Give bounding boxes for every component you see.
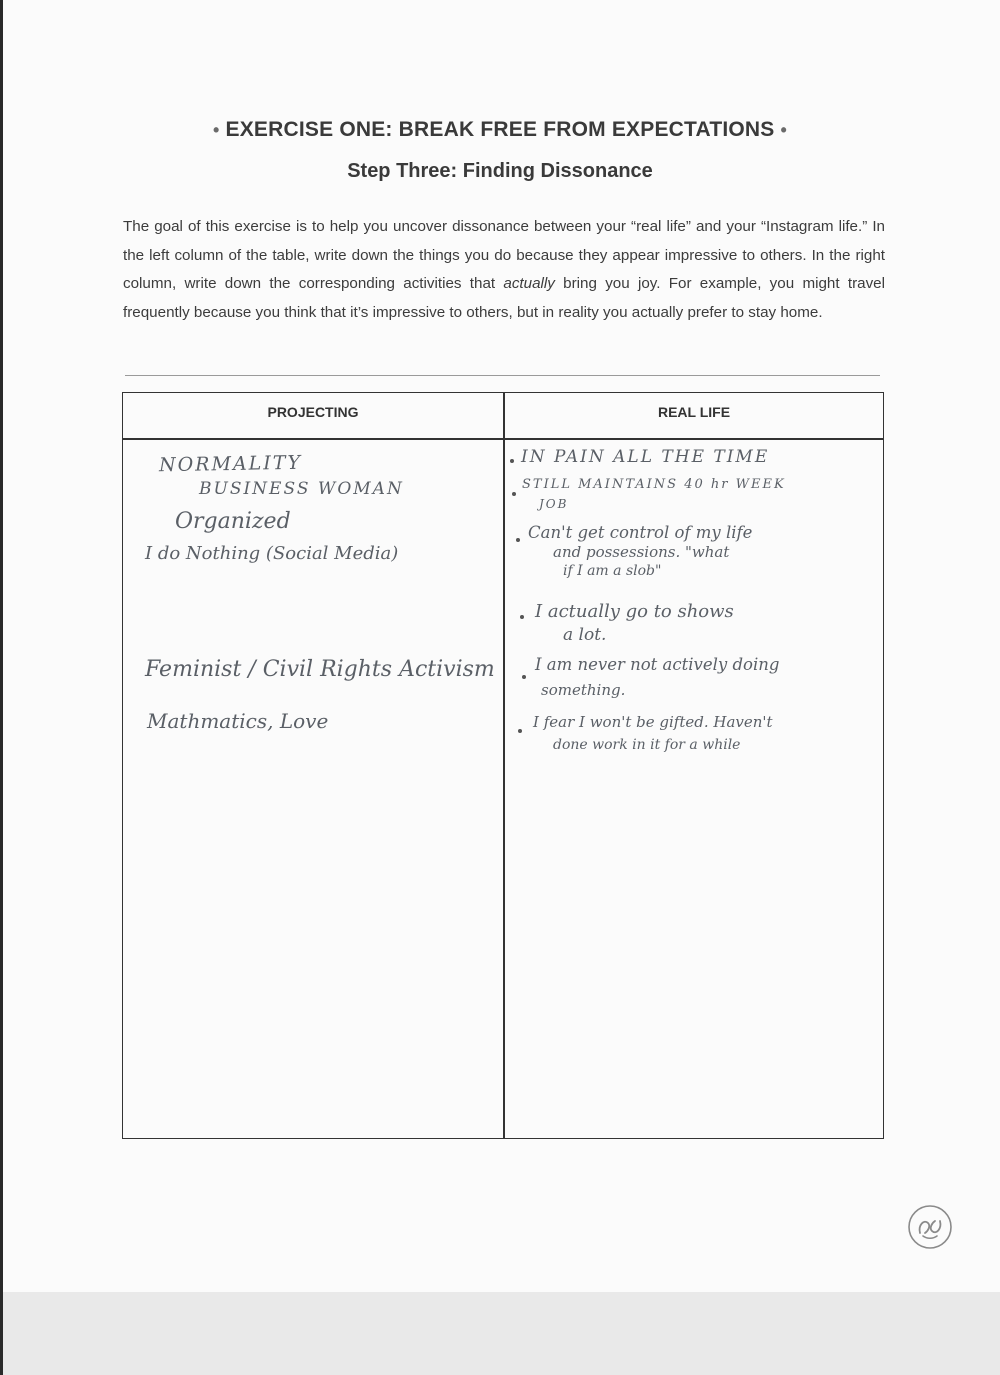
real-life-entry[interactable]: STILL MAINTAINS 40 hr WEEK xyxy=(522,477,786,492)
intro-emphasis: actually xyxy=(503,275,555,293)
bullet-point xyxy=(510,459,514,463)
scan-edge xyxy=(0,0,3,1375)
bullet-point xyxy=(520,615,524,619)
title-bullet-left: • xyxy=(212,120,220,140)
column-divider xyxy=(503,393,505,1138)
real-life-entry[interactable]: I fear I won't be gifted. Haven't xyxy=(533,713,773,731)
column-header-real-life: REAL LIFE xyxy=(657,404,731,420)
bullet-point xyxy=(522,675,526,679)
column-header-projecting: PROJECTING xyxy=(267,404,359,420)
real-life-entry[interactable]: I am never not actively doing xyxy=(535,655,780,674)
intro-text-1: The goal of this exercise is to help you uncover dissonance between your “real life” and your “Instagram life.” In the left column of the table, write down the things you do because they appear impressive to others. In the right column, write down the corresponding activities that xyxy=(123,218,885,293)
projecting-entry[interactable]: I do Nothing (Social Media) xyxy=(145,543,399,564)
projecting-entry[interactable]: BUSINESS WOMAN xyxy=(199,479,404,499)
hands-circle-icon xyxy=(906,1203,954,1251)
bullet-point xyxy=(518,729,522,733)
page-title xyxy=(0,118,1000,142)
intro-paragraph xyxy=(123,213,885,327)
projecting-entry[interactable]: NORMALITY xyxy=(158,451,303,477)
real-life-entry[interactable]: if I am a slob" xyxy=(563,563,662,579)
real-life-entry[interactable]: a lot. xyxy=(563,625,607,645)
real-life-entry[interactable]: JOB xyxy=(539,497,569,511)
intro-text-2: bring you joy. For example, you might travel frequently because you think that it’s impressive to others, but in reality you actually prefer to stay home. xyxy=(123,275,885,321)
real-life-entry[interactable]: something. xyxy=(541,681,626,699)
section-divider xyxy=(125,375,880,376)
bullet-point xyxy=(512,492,516,496)
real-life-entry[interactable]: I actually go to shows xyxy=(535,601,734,622)
projecting-entry[interactable]: Mathmatics, Love xyxy=(147,709,329,733)
title-text: EXERCISE ONE: BREAK FREE FROM EXPECTATIONS xyxy=(225,118,775,141)
dissonance-table xyxy=(122,392,884,1139)
header-divider xyxy=(123,438,883,440)
page-subtitle: Step Three: Finding Dissonance xyxy=(347,160,653,182)
real-life-entry[interactable]: IN PAIN ALL THE TIME xyxy=(521,447,770,467)
projecting-entry[interactable]: Organized xyxy=(175,509,291,534)
real-life-entry[interactable]: and possessions. "what xyxy=(553,543,730,561)
real-life-entry[interactable]: done work in it for a while xyxy=(553,737,741,753)
title-bullet-right: • xyxy=(780,120,788,140)
bullet-point xyxy=(516,538,520,542)
projecting-entry[interactable]: Feminist / Civil Rights Activism xyxy=(145,657,495,682)
real-life-entry[interactable]: Can't get control of my life xyxy=(528,523,753,542)
